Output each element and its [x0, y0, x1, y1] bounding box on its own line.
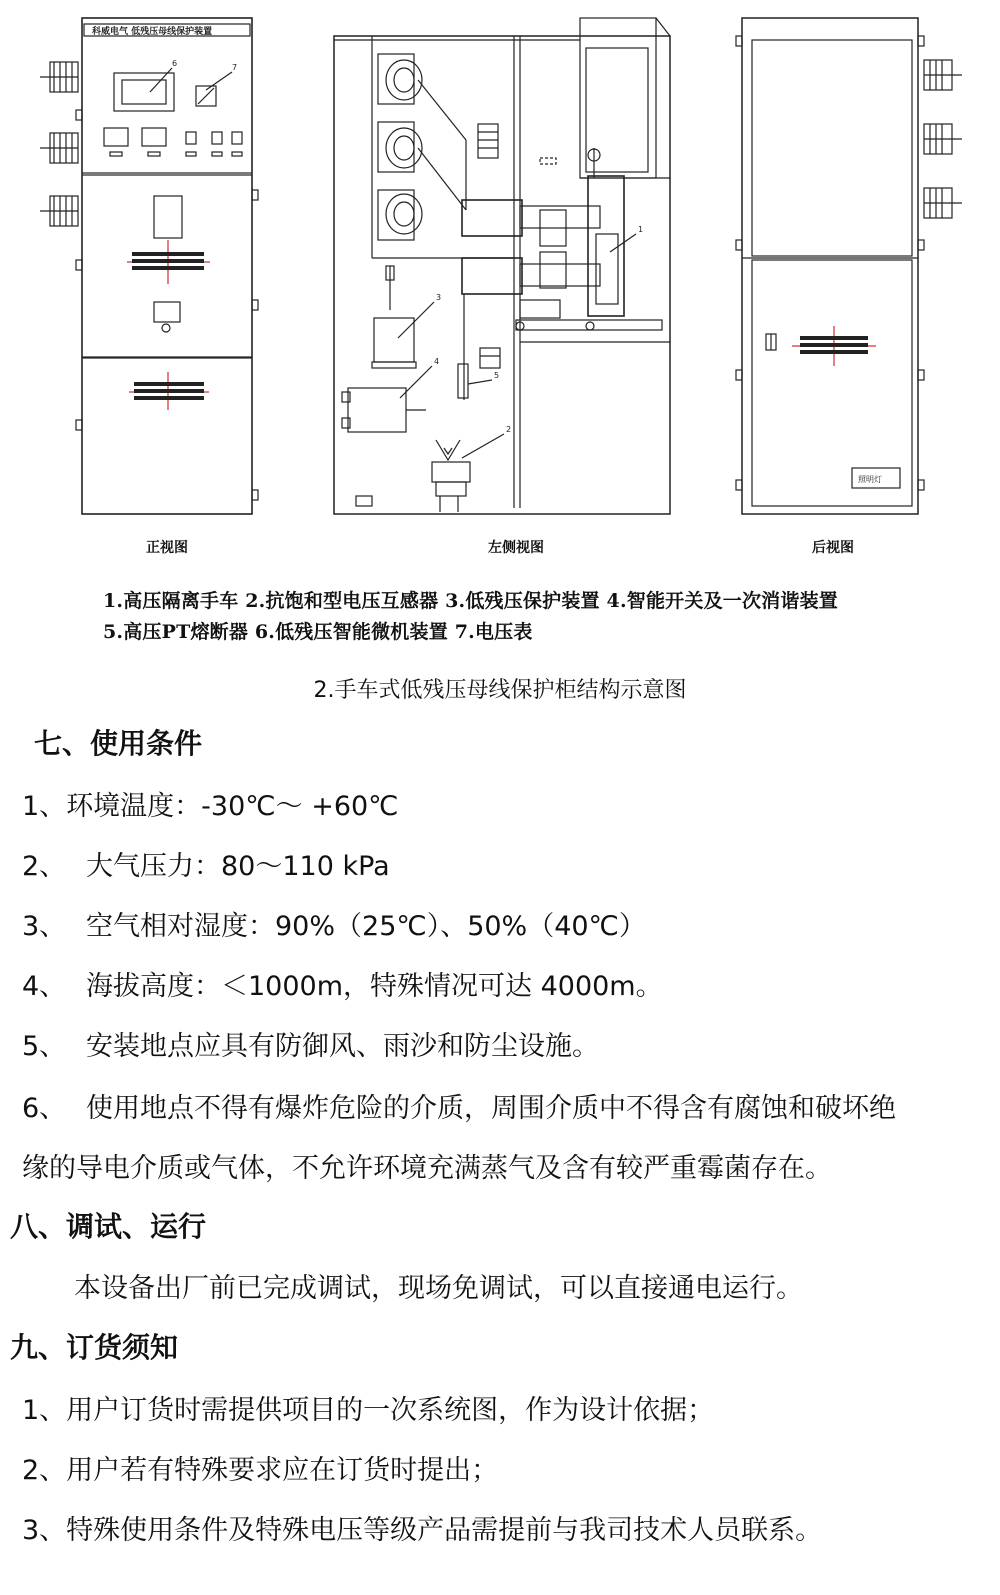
front-title-strip: 科威电气 低残压母线保护装置	[92, 27, 213, 37]
condition-num: 4、	[22, 971, 67, 1002]
condition-item-6-continued: 缘的导电介质或气体，不允许环境充满蒸气及含有较严重霉菌存在。	[22, 1153, 832, 1184]
condition-text: 环境温度：-30℃～ +60℃	[66, 791, 399, 822]
condition-num: 5、	[22, 1031, 67, 1062]
condition-item-5	[22, 1024, 599, 1063]
callout-6: 6	[172, 59, 178, 68]
condition-num: 6、	[22, 1093, 67, 1124]
condition-num: 3、	[22, 911, 67, 942]
callout-1: 1	[638, 225, 644, 234]
condition-item-1	[22, 784, 399, 823]
callout-5: 5	[494, 371, 500, 380]
callout-4: 4	[434, 357, 440, 366]
callout-7: 7	[232, 63, 238, 72]
callout-2: 2	[506, 425, 512, 434]
side-view-label: 左侧视图	[488, 540, 544, 556]
front-view-label: 正视图	[146, 540, 188, 556]
condition-text: 使用地点不得有爆炸危险的介质，周围介质中不得含有腐蚀和破坏绝	[86, 1093, 896, 1124]
order-item-3: 3、特殊使用条件及特殊电压等级产品需提前与我司技术人员联系。	[22, 1515, 823, 1546]
rear-lamp-label: 照明灯	[858, 475, 882, 484]
condition-text: 空气相对湿度：90%（25℃）、50%（40℃）	[86, 911, 646, 942]
rear-view-label: 后视图	[812, 540, 854, 556]
condition-item-4	[22, 964, 663, 1003]
condition-text: 大气压力：80～110 kPa	[86, 851, 390, 882]
section8-text: 本设备出厂前已完成调试，现场免调试，可以直接通电运行。	[74, 1273, 803, 1304]
condition-num: 1、	[22, 791, 67, 822]
section9-title: 九、订货须知	[10, 1331, 179, 1364]
order-item-2: 2、用户若有特殊要求应在订货时提出；	[22, 1455, 499, 1486]
order-item-1: 1、用户订货时需提供项目的一次系统图，作为设计依据；	[22, 1395, 715, 1426]
callout-3: 3	[436, 293, 442, 302]
condition-text: 安装地点应具有防御风、雨沙和防尘设施。	[86, 1031, 599, 1062]
condition-item-6	[22, 1086, 896, 1125]
condition-item-2	[22, 844, 390, 883]
figure-caption: 2.手车式低残压母线保护柜结构示意图	[313, 678, 687, 703]
condition-item-3	[22, 904, 646, 943]
section8-title: 八、调试、运行	[10, 1210, 207, 1243]
legend-line-1: 1.高压隔离手车 2.抗饱和型电压互感器 3.低残压保护装置 4.智能开关及一次消谐装置	[103, 590, 838, 612]
condition-num: 2、	[22, 851, 67, 882]
condition-text: 海拔高度：＜1000m，特殊情况可达 4000m。	[86, 971, 663, 1002]
legend-line-2: 5.高压PT熔断器 6.低残压智能微机装置 7.电压表	[103, 621, 533, 643]
rear-view-drawing	[736, 18, 962, 514]
cabinet-diagram	[0, 0, 1000, 530]
side-view-drawing	[334, 18, 670, 514]
section7-title: 七、使用条件	[34, 727, 203, 760]
front-view-drawing	[40, 18, 258, 514]
